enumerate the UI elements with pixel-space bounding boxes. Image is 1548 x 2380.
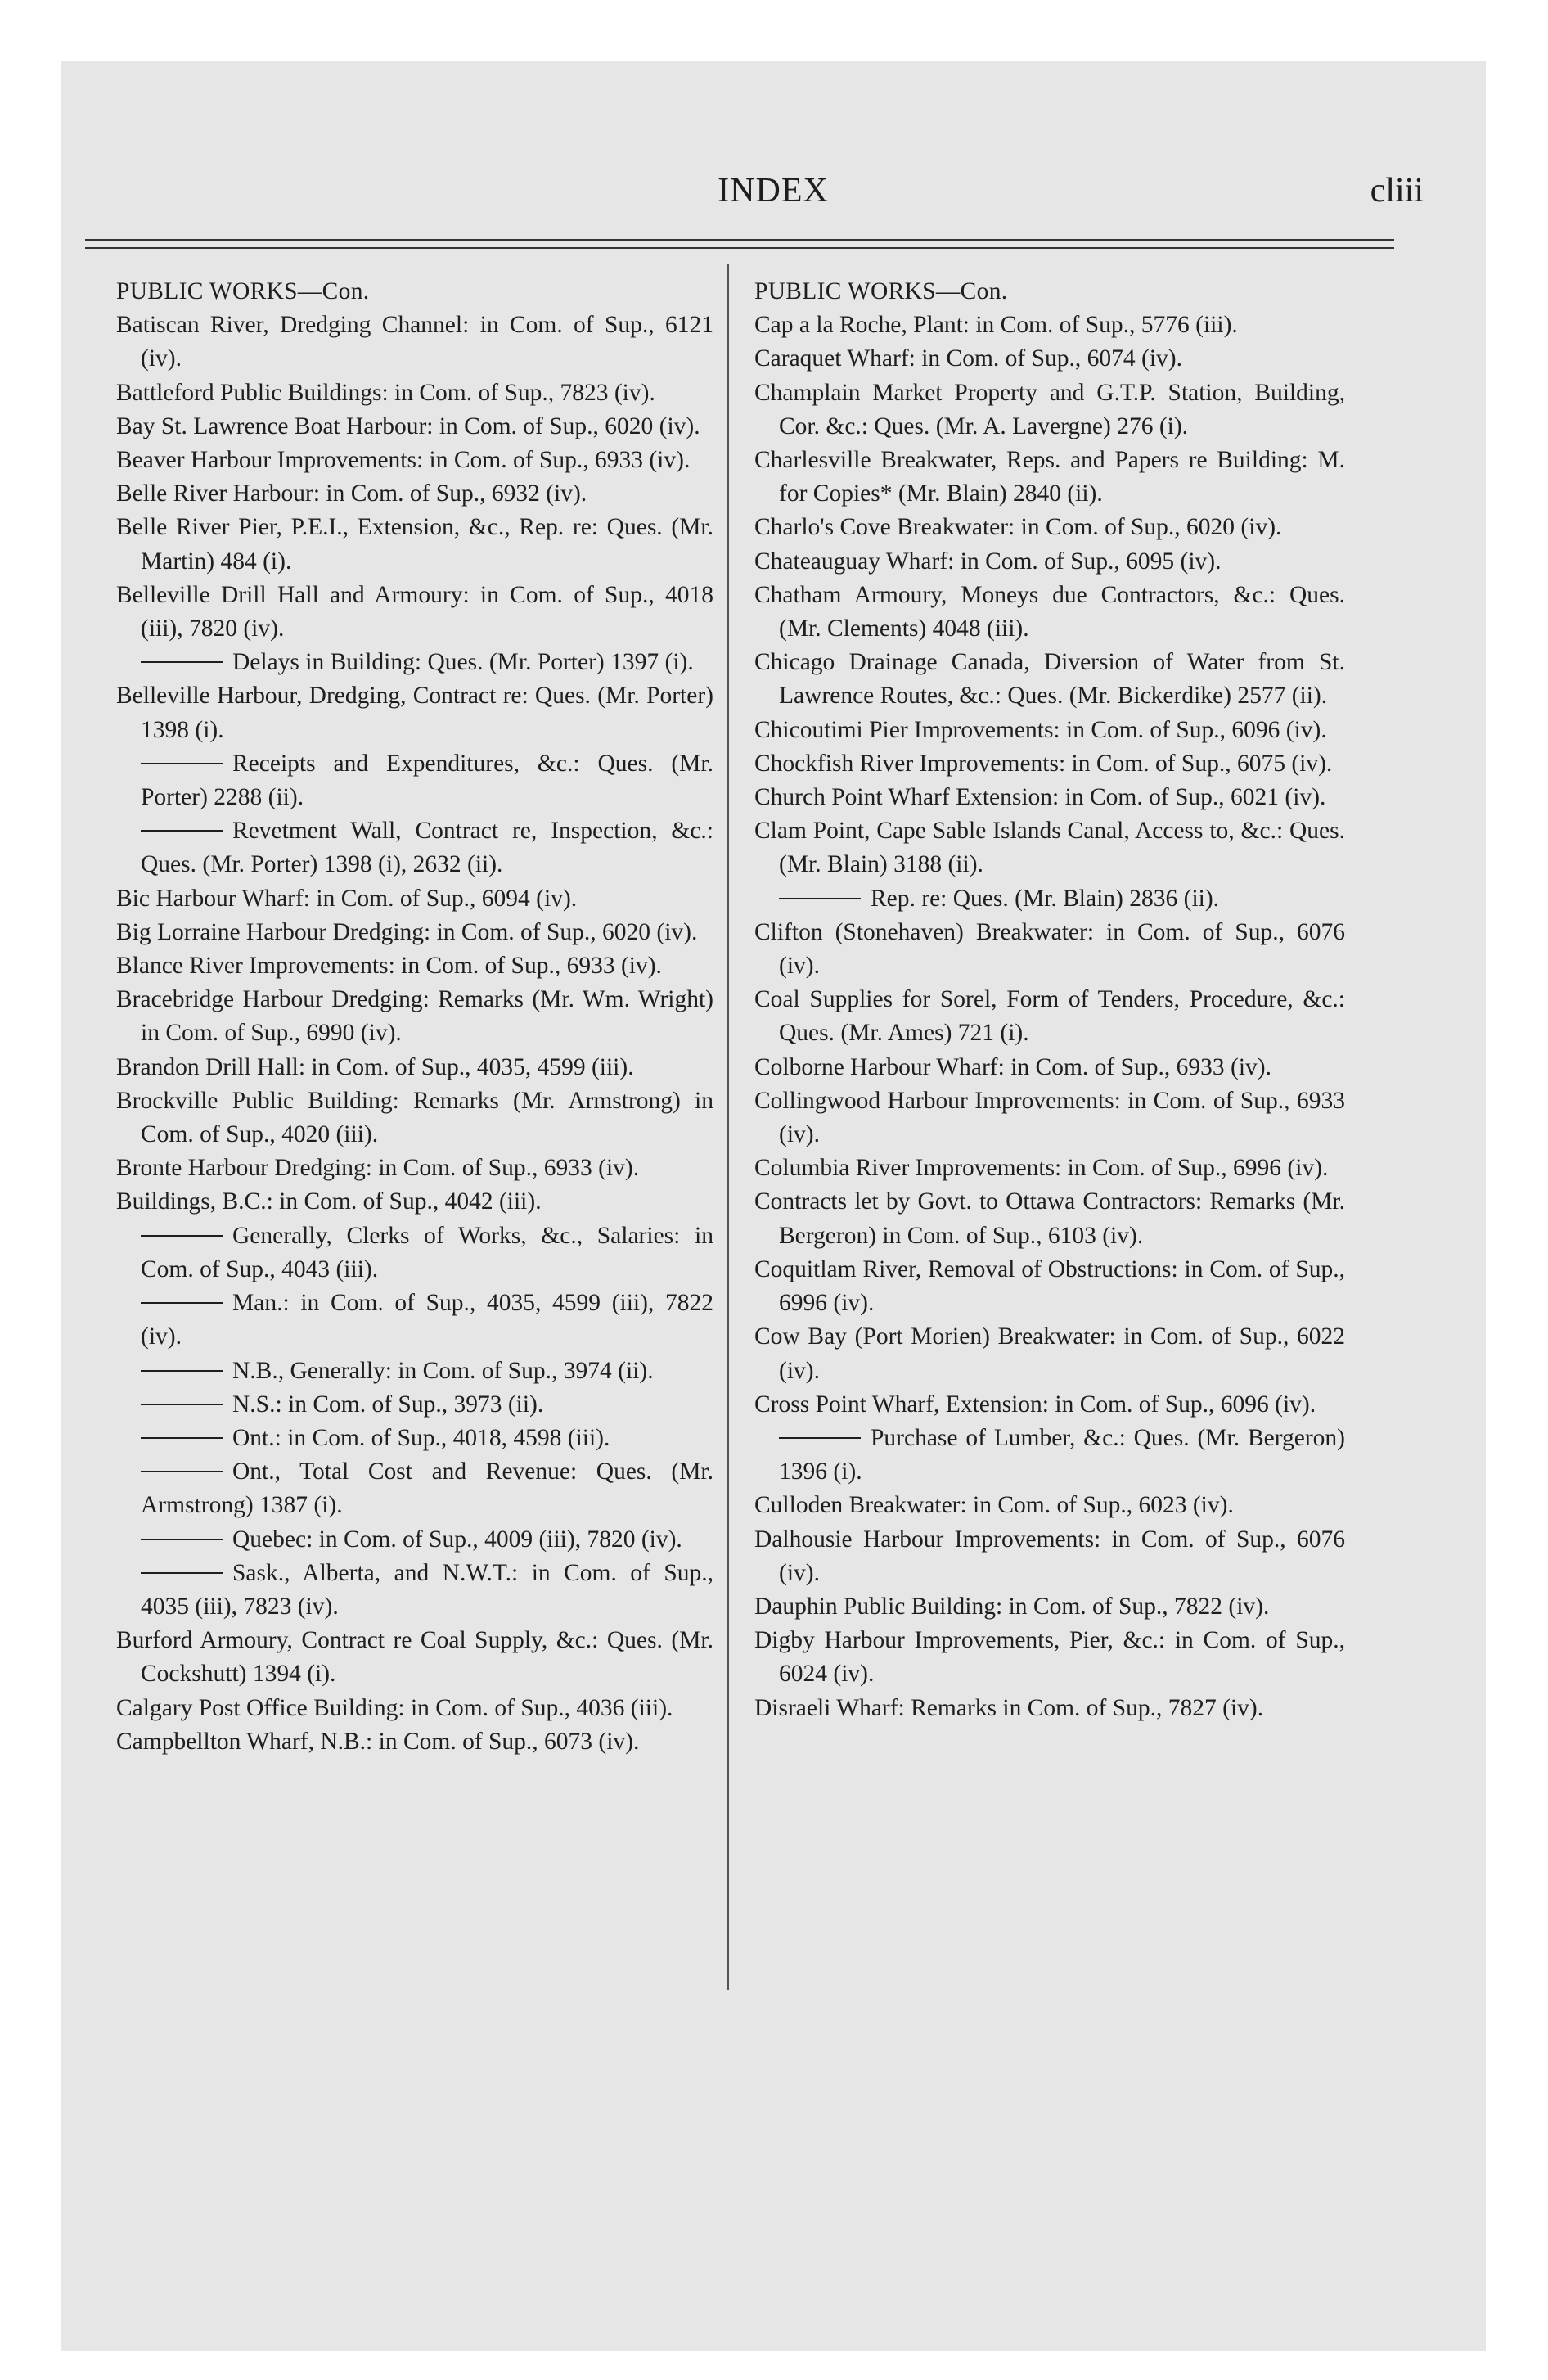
entry-text: Chatham Armoury, Moneys due Contractors, &c.: Ques. (Mr. Clements) 4048 (iii).	[754, 581, 1345, 642]
right-column	[754, 275, 1345, 1725]
entry-text: Charlesville Breakwater, Reps. and Papers re Building: M. for Copies* (Mr. Blain) 2840 (ii).	[754, 447, 1345, 507]
entry-text: Chicago Drainage Canada, Diversion of Water from St. Lawrence Routes, &c.: Ques. (Mr. Bickerdike) 2577 (ii).	[754, 649, 1345, 710]
entry-text: Chockfish River Improvements: in Com. of Sup., 6075 (iv).	[754, 750, 1333, 777]
ditto-dash	[141, 763, 223, 764]
column-divider-lower	[727, 1156, 729, 1990]
entry-text: Bracebridge Harbour Dredging: Remarks (Mr. Wm. Wright) in Com. of Sup., 6990 (iv).	[116, 986, 713, 1047]
entry-text: Cross Point Wharf, Extension: in Com. of Sup., 6096 (iv).	[754, 1391, 1316, 1418]
entry-text: Sask., Alberta, and N.W.T.: in Com. of Sup., 4035 (iii), 7823 (iv).	[141, 1559, 713, 1620]
ditto-dash	[141, 1370, 223, 1372]
entry-text: Blance River Improvements: in Com. of Sup., 6933 (iv).	[116, 953, 662, 980]
entry-text: Belleville Drill Hall and Armoury: in Com. of Sup., 4018 (iii), 7820 (iv).	[116, 581, 713, 642]
index-entry	[754, 579, 1345, 646]
entry-text: Campbellton Wharf, N.B.: in Com. of Sup., 6073 (iv).	[116, 1728, 640, 1755]
index-entry	[116, 679, 713, 746]
entry-text: Chicoutimi Pier Improvements: in Com. of Sup., 6096 (iv).	[754, 716, 1327, 743]
index-entry	[754, 1523, 1345, 1590]
entry-text: Man.: in Com. of Sup., 4035, 4599 (iii), 7822 (iv).	[141, 1290, 713, 1350]
entry-text: Purchase of Lumber, &c.: Ques. (Mr. Bergeron) 1396 (i).	[779, 1424, 1345, 1485]
ditto-dash	[141, 1539, 223, 1540]
entry-text: Batiscan River, Dredging Channel: in Com. of Sup., 6121 (iv).	[116, 312, 713, 372]
entry-text: Beaver Harbour Improvements: in Com. of Sup., 6933 (iv).	[116, 447, 691, 474]
ditto-dash	[141, 1235, 223, 1237]
ditto-dash	[141, 830, 223, 832]
ditto-dash	[141, 1437, 223, 1439]
entry-text: Receipts and Expenditures, &c.: Ques. (Mr. Porter) 2288 (ii).	[141, 750, 713, 811]
entry-text: Coquitlam River, Removal of Obstructions: in Com. of Sup., 6996 (iv).	[754, 1255, 1345, 1317]
index-subentry	[116, 1455, 713, 1522]
index-entry	[754, 342, 1345, 376]
entry-text: Delays in Building: Ques. (Mr. Porter) 1397 (i).	[232, 649, 694, 676]
index-entry	[116, 1725, 713, 1759]
entry-text: Dauphin Public Building: in Com. of Sup., 7822 (iv).	[754, 1593, 1270, 1620]
index-subentry	[116, 1219, 713, 1287]
index-subentry	[116, 814, 713, 881]
index-entry	[754, 1692, 1345, 1725]
index-entry	[754, 814, 1345, 881]
index-subentry	[116, 1287, 713, 1354]
index-entry	[116, 1084, 713, 1152]
entry-text: N.S.: in Com. of Sup., 3973 (ii).	[232, 1391, 544, 1418]
entry-text: Belle River Harbour: in Com. of Sup., 6932 (iv).	[116, 480, 587, 507]
page-number: cliii	[1370, 172, 1424, 210]
index-entry	[116, 1692, 713, 1725]
entry-list	[116, 309, 713, 1759]
index-entry	[116, 983, 713, 1050]
index-entry	[116, 1152, 713, 1185]
entry-text: Bay St. Lawrence Boat Harbour: in Com. of Sup., 6020 (iv).	[116, 412, 700, 439]
entry-text: N.B., Generally: in Com. of Sup., 3974 (ii).	[232, 1357, 654, 1384]
entry-text: Cow Bay (Port Morien) Breakwater: in Com. of Sup., 6022 (iv).	[754, 1323, 1345, 1384]
index-entry	[116, 1051, 713, 1084]
entry-text: Colborne Harbour Wharf: in Com. of Sup., 6933 (iv).	[754, 1053, 1271, 1080]
index-entry	[116, 376, 713, 410]
index-entry	[754, 1388, 1345, 1422]
index-entry	[754, 1320, 1345, 1387]
ditto-dash	[779, 1437, 861, 1439]
entry-text: Cap a la Roche, Plant: in Com. of Sup., 5776 (iii).	[754, 312, 1238, 339]
index-entry	[754, 511, 1345, 544]
entry-text: Coal Supplies for Sorel, Form of Tenders, Procedure, &c.: Ques. (Mr. Ames) 721 (i).	[754, 986, 1345, 1047]
ditto-dash	[141, 1572, 223, 1574]
entry-text: Disraeli Wharf: Remarks in Com. of Sup., 7827 (iv).	[754, 1694, 1264, 1721]
entry-text: Calgary Post Office Building: in Com. of Sup., 4036 (iii).	[116, 1694, 673, 1721]
index-entry	[754, 781, 1345, 814]
entry-text: Contracts let by Govt. to Ottawa Contractors: Remarks (Mr. Bergeron) in Com. of Sup., 6103 (iv).	[754, 1188, 1345, 1249]
index-subentry	[116, 747, 713, 814]
index-entry	[116, 916, 713, 949]
index-entry	[754, 1489, 1345, 1522]
index-subentry	[116, 1388, 713, 1422]
entry-text: Rep. re: Ques. (Mr. Blain) 2836 (ii).	[871, 885, 1220, 912]
column-divider	[727, 264, 729, 1156]
entry-text: Belleville Harbour, Dredging, Contract re: Ques. (Mr. Porter) 1398 (i).	[116, 683, 713, 743]
header-rule-bottom	[85, 247, 1394, 249]
header-rule-top	[85, 239, 1394, 241]
section-heading: PUBLIC WORKS—Con.	[116, 278, 370, 304]
entry-text: Buildings, B.C.: in Com. of Sup., 4042 (iii).	[116, 1188, 542, 1215]
entry-text: Generally, Clerks of Works, &c., Salaries: in Com. of Sup., 4043 (iii).	[141, 1222, 713, 1282]
entry-text: Collingwood Harbour Improvements: in Com. of Sup., 6933 (iv).	[754, 1087, 1345, 1148]
entry-text: Champlain Market Property and G.T.P. Station, Building, Cor. &c.: Ques. (Mr. A. Lavergne) 276 (i).	[754, 379, 1345, 439]
entry-text: Ont., Total Cost and Revenue: Ques. (Mr. Armstrong) 1387 (i).	[141, 1458, 713, 1519]
entry-text: Clam Point, Cape Sable Islands Canal, Access to, &c.: Ques. (Mr. Blain) 3188 (ii).	[754, 818, 1345, 878]
index-entry	[754, 1624, 1345, 1691]
index-subentry	[116, 1557, 713, 1624]
entry-text: Burford Armoury, Contract re Coal Supply, &c.: Ques. (Mr. Cockshutt) 1394 (i).	[116, 1627, 713, 1688]
entry-text: Clifton (Stonehaven) Breakwater: in Com. of Sup., 6076 (iv).	[754, 918, 1345, 980]
left-column	[116, 275, 713, 1759]
index-entry	[754, 1590, 1345, 1624]
ditto-dash	[141, 1471, 223, 1472]
index-entry	[754, 1253, 1345, 1320]
section-heading: PUBLIC WORKS—Con.	[754, 278, 1008, 304]
index-entry	[754, 916, 1345, 983]
index-subentry	[116, 646, 713, 679]
ditto-dash	[141, 661, 223, 663]
index-entry	[754, 983, 1345, 1050]
entry-text: Charlo's Cove Breakwater: in Com. of Sup., 6020 (iv).	[754, 514, 1282, 541]
index-page	[61, 61, 1486, 2351]
index-subentry	[116, 1523, 713, 1557]
entry-text: Belle River Pier, P.E.I., Extension, &c., Rep. re: Ques. (Mr. Martin) 484 (i).	[116, 514, 713, 575]
entry-text: Columbia River Improvements: in Com. of Sup., 6996 (iv).	[754, 1155, 1329, 1182]
entry-text: Caraquet Wharf: in Com. of Sup., 6074 (iv).	[754, 345, 1182, 372]
index-entry	[754, 646, 1345, 713]
entry-text: Brandon Drill Hall: in Com. of Sup., 4035, 4599 (iii).	[116, 1053, 634, 1080]
index-entry	[116, 1624, 713, 1691]
index-entry	[116, 579, 713, 646]
page-title: INDEX	[718, 172, 829, 210]
index-subentry	[754, 1422, 1345, 1489]
entry-text: Quebec: in Com. of Sup., 4009 (iii), 7820 (iv).	[232, 1526, 682, 1553]
index-subentry	[116, 1355, 713, 1388]
entry-list	[754, 309, 1345, 1725]
entry-text: Big Lorraine Harbour Dredging: in Com. of Sup., 6020 (iv).	[116, 918, 698, 945]
index-entry	[754, 444, 1345, 511]
entry-text: Culloden Breakwater: in Com. of Sup., 6023 (iv).	[754, 1492, 1234, 1519]
entry-text: Chateauguay Wharf: in Com. of Sup., 6095 (iv).	[754, 548, 1222, 575]
index-entry	[754, 1051, 1345, 1084]
entry-text: Church Point Wharf Extension: in Com. of Sup., 6021 (iv).	[754, 784, 1326, 811]
index-entry	[116, 444, 713, 477]
entry-text: Bic Harbour Wharf: in Com. of Sup., 6094 (iv).	[116, 885, 578, 912]
index-entry	[116, 477, 713, 511]
index-entry	[754, 545, 1345, 579]
index-entry	[754, 1152, 1345, 1185]
ditto-dash	[141, 1302, 223, 1304]
index-entry	[754, 376, 1345, 444]
index-subentry	[116, 1422, 713, 1455]
entry-text: Ont.: in Com. of Sup., 4018, 4598 (iii).	[232, 1424, 610, 1451]
index-entry	[754, 1185, 1345, 1252]
index-entry	[754, 1084, 1345, 1152]
entry-text: Battleford Public Buildings: in Com. of Sup., 7823 (iv).	[116, 379, 655, 406]
index-subentry	[754, 882, 1345, 916]
entry-text: Digby Harbour Improvements, Pier, &c.: in Com. of Sup., 6024 (iv).	[754, 1627, 1345, 1688]
index-entry	[754, 714, 1345, 747]
index-entry	[116, 949, 713, 983]
index-entry	[116, 511, 713, 578]
entry-text: Revetment Wall, Contract re, Inspection, &c.: Ques. (Mr. Porter) 1398 (i), 2632 (ii).	[141, 818, 713, 878]
index-entry	[116, 410, 713, 444]
entry-text: Bronte Harbour Dredging: in Com. of Sup., 6933 (iv).	[116, 1155, 640, 1182]
ditto-dash	[779, 898, 861, 899]
index-entry	[116, 1185, 713, 1219]
entry-text: Brockville Public Building: Remarks (Mr. Armstrong) in Com. of Sup., 4020 (iii).	[116, 1087, 713, 1148]
ditto-dash	[141, 1404, 223, 1405]
index-entry	[116, 309, 713, 376]
index-entry	[754, 309, 1345, 342]
entry-text: Dalhousie Harbour Improvements: in Com. of Sup., 6076 (iv).	[754, 1526, 1345, 1586]
index-entry	[754, 747, 1345, 781]
index-entry	[116, 882, 713, 916]
